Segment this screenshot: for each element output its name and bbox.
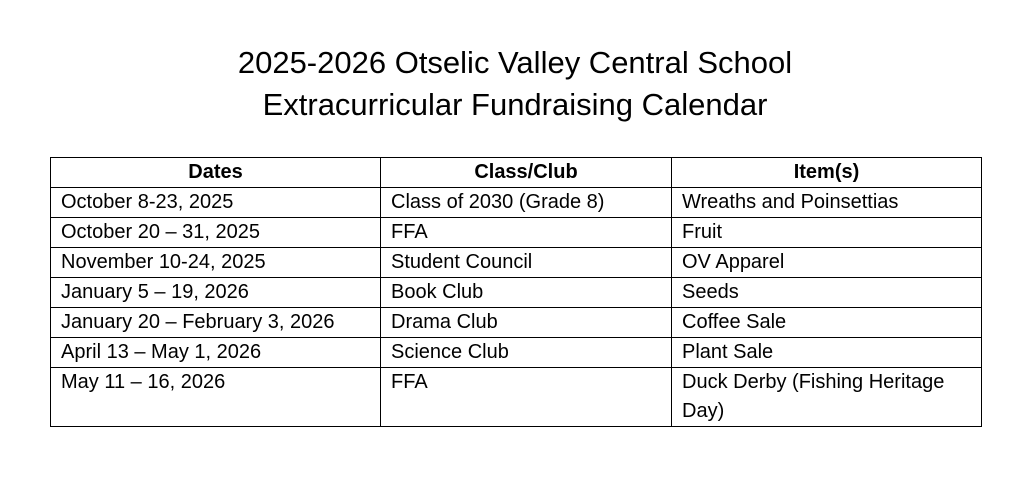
fundraising-calendar-table xyxy=(50,157,982,427)
cell-items: Seeds xyxy=(672,278,982,308)
cell-items: Fruit xyxy=(672,218,982,248)
cell-class-club: Science Club xyxy=(381,338,672,368)
cell-items: Duck Derby (Fishing Heritage Day) xyxy=(672,368,982,427)
table-row xyxy=(51,188,982,218)
cell-items: OV Apparel xyxy=(672,248,982,278)
title-line-2: Extracurricular Fundraising Calendar xyxy=(262,87,768,122)
cell-items: Wreaths and Poinsettias xyxy=(672,188,982,218)
cell-dates: May 11 – 16, 2026 xyxy=(51,368,381,427)
cell-items: Plant Sale xyxy=(672,338,982,368)
table-row xyxy=(51,218,982,248)
title-line-1: 2025-2026 Otselic Valley Central School xyxy=(237,45,793,80)
header-items: Item(s) xyxy=(672,158,982,188)
table-row xyxy=(51,308,982,338)
header-dates: Dates xyxy=(51,158,381,188)
table-row xyxy=(51,368,982,427)
cell-class-club: Class of 2030 (Grade 8) xyxy=(381,188,672,218)
table-row xyxy=(51,338,982,368)
cell-items: Coffee Sale xyxy=(672,308,982,338)
cell-class-club: FFA xyxy=(381,368,672,427)
cell-dates: January 20 – February 3, 2026 xyxy=(51,308,381,338)
cell-dates: October 20 – 31, 2025 xyxy=(51,218,381,248)
cell-class-club: Drama Club xyxy=(381,308,672,338)
cell-dates: April 13 – May 1, 2026 xyxy=(51,338,381,368)
cell-dates: January 5 – 19, 2026 xyxy=(51,278,381,308)
cell-class-club: Book Club xyxy=(381,278,672,308)
cell-class-club: FFA xyxy=(381,218,672,248)
table-header-row xyxy=(51,158,982,188)
cell-class-club: Student Council xyxy=(381,248,672,278)
cell-dates: October 8-23, 2025 xyxy=(51,188,381,218)
page-title xyxy=(0,42,1024,126)
table-row xyxy=(51,278,982,308)
table-row xyxy=(51,248,982,278)
header-class-club: Class/Club xyxy=(381,158,672,188)
cell-dates: November 10-24, 2025 xyxy=(51,248,381,278)
